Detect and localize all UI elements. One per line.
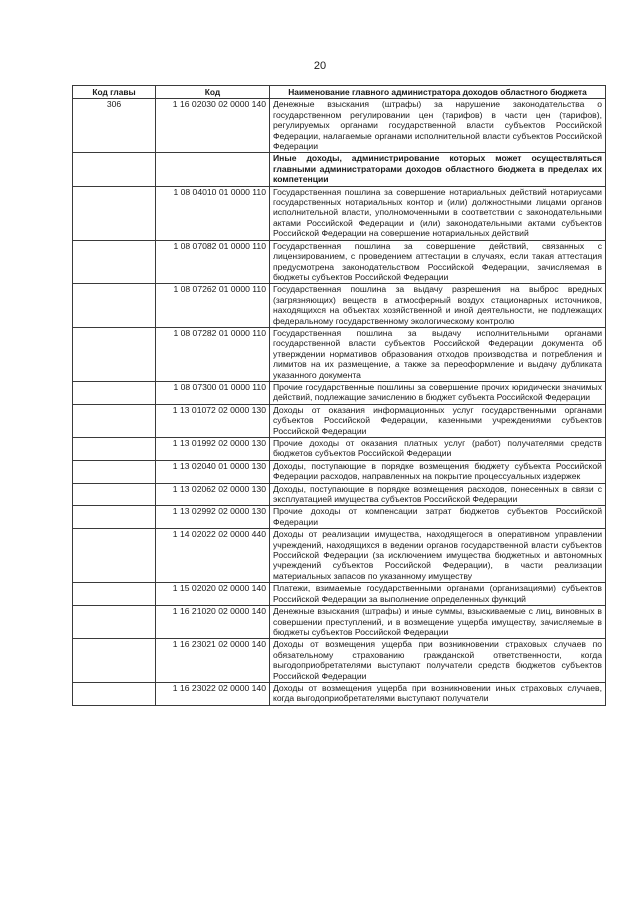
chapter-code-cell — [73, 404, 156, 437]
name-cell: Доходы от оказания информационных услуг государственными органами субъектов Российской Федерации, казенными учреждениями субъектов Российской Федерации — [270, 404, 606, 437]
chapter-code-cell — [73, 186, 156, 240]
revenue-table — [72, 85, 606, 706]
chapter-code-cell — [73, 606, 156, 639]
code-cell: 1 08 07300 01 0000 110 — [156, 381, 270, 404]
chapter-code-cell — [73, 583, 156, 606]
name-cell: Денежные взыскания (штрафы) и иные суммы, взыскиваемые с лиц, виновных в совершении преступлений, и в возмещение ущерба имуществу, зачисляемые в бюджеты субъектов Российской Федерации — [270, 606, 606, 639]
table-row — [73, 186, 606, 240]
code-cell: 1 13 02992 02 0000 130 — [156, 506, 270, 529]
table-row — [73, 153, 606, 186]
chapter-code-cell — [73, 483, 156, 506]
name-cell: Государственная пошлина за выдачу разрешения на выброс вредных (загрязняющих) веществ в атмосферный воздух стационарных источников, находящихся на объектах хозяйственной и иной деятельности, не подлежащих федеральному государственному экологическому контролю — [270, 284, 606, 328]
code-cell: 1 13 02062 02 0000 130 — [156, 483, 270, 506]
chapter-code-cell — [73, 506, 156, 529]
code-cell: 1 16 23022 02 0000 140 — [156, 682, 270, 705]
table-row — [73, 483, 606, 506]
table-row — [73, 240, 606, 284]
name-cell: Иные доходы, администрирование которых может осуществляться главными администраторами доходов областного бюджета в пределах их компетенции — [270, 153, 606, 186]
table-row — [73, 438, 606, 461]
name-cell: Прочие доходы от компенсации затрат бюджетов субъектов Российской Федерации — [270, 506, 606, 529]
name-cell: Государственная пошлина за выдачу исполнительными органами государственной власти субъектов Российской Федерации документа об утверждении нормативов образования отходов производства и потребления и лимитов на их размещение, а также за переоформление и выдачу дубликата указанного документа — [270, 327, 606, 381]
name-cell: Доходы от возмещения ущерба при возникновении страховых случаев по обязательному страхованию гражданской ответственности, когда выгодоприобретателями выступают получатели средств бюджетов субъектов Российской Федерации — [270, 639, 606, 683]
name-cell: Прочие доходы от оказания платных услуг (работ) получателями средств бюджетов субъектов Российской Федерации — [270, 438, 606, 461]
code-cell — [156, 153, 270, 186]
header-administrator-name: Наименование главного администратора доходов областного бюджета — [270, 86, 606, 99]
chapter-code-cell — [73, 327, 156, 381]
chapter-code-cell — [73, 284, 156, 328]
chapter-code-cell — [73, 460, 156, 483]
table-row — [73, 327, 606, 381]
table-row — [73, 506, 606, 529]
chapter-code-cell — [73, 153, 156, 186]
code-cell: 1 13 01072 02 0000 130 — [156, 404, 270, 437]
table-row — [73, 460, 606, 483]
name-cell: Государственная пошлина за совершение действий, связанных с лицензированием, с проведением аттестации в случаях, если такая аттестация предусмотрена законодательством Российской Федерации, зачисляемая в бюджеты субъектов Российской Федерации — [270, 240, 606, 284]
chapter-code-cell — [73, 682, 156, 705]
name-cell: Государственная пошлина за совершение нотариальных действий нотариусами государственных нотариальных контор и (или) должностными лицами органов исполнительной власти, уполномоченными в соответствии с законодательными актами Российской Федерации и (или) законодательными актами субъектов Российской Федерации на совершение нотариальных действий — [270, 186, 606, 240]
code-cell: 1 16 21020 02 0000 140 — [156, 606, 270, 639]
chapter-code-cell — [73, 529, 156, 583]
name-cell: Доходы, поступающие в порядке возмещения бюджету субъекта Российской Федерации расходов, направленных на покрытие процессуальных издержек — [270, 460, 606, 483]
table-row — [73, 583, 606, 606]
table-row — [73, 381, 606, 404]
code-cell: 1 13 02040 01 0000 130 — [156, 460, 270, 483]
name-cell: Доходы от реализации имущества, находящегося в оперативном управлении учреждений, находящихся в ведении органов государственной власти субъектов Российской Федерации (за исключением имущества бюджетных и автономных учреждений субъектов Российской Федерации), в части реализации материальных запасов по указанному имуществу — [270, 529, 606, 583]
chapter-code-cell — [73, 639, 156, 683]
code-cell: 1 08 07282 01 0000 110 — [156, 327, 270, 381]
header-code: Код — [156, 86, 270, 99]
code-cell: 1 08 07082 01 0000 110 — [156, 240, 270, 284]
table-row — [73, 284, 606, 328]
name-cell: Доходы, поступающие в порядке возмещения расходов, понесенных в связи с эксплуатацией имущества субъектов Российской Федерации — [270, 483, 606, 506]
name-cell: Денежные взыскания (штрафы) за нарушение законодательства о государственном регулировании цен (тарифов) в части цен (тарифов), регулируемых органами государственной власти субъектов Российской Федерации, налагаемые органами исполнительной власти субъектов Российской Федерации — [270, 99, 606, 153]
name-cell: Доходы от возмещения ущерба при возникновении иных страховых случаев, когда выгодоприобретателями выступают получатели — [270, 682, 606, 705]
code-cell: 1 08 04010 01 0000 110 — [156, 186, 270, 240]
name-cell: Платежи, взимаемые государственными органами (организациями) субъектов Российской Федерации за выполнение определенных функций — [270, 583, 606, 606]
chapter-code-cell — [73, 381, 156, 404]
table-row — [73, 639, 606, 683]
code-cell: 1 16 23021 02 0000 140 — [156, 639, 270, 683]
table-body — [73, 99, 606, 705]
page-number: 20 — [313, 60, 327, 72]
code-cell: 1 14 02022 02 0000 440 — [156, 529, 270, 583]
chapter-code-cell — [73, 438, 156, 461]
code-cell: 1 13 01992 02 0000 130 — [156, 438, 270, 461]
chapter-code-cell — [73, 240, 156, 284]
chapter-code-cell: 306 — [73, 99, 156, 153]
table-row — [73, 529, 606, 583]
header-chapter-code: Код главы — [73, 86, 156, 99]
table-row — [73, 606, 606, 639]
table-row — [73, 682, 606, 705]
table-header-row — [73, 86, 606, 99]
table-row — [73, 99, 606, 153]
code-cell: 1 16 02030 02 0000 140 — [156, 99, 270, 153]
code-cell: 1 08 07262 01 0000 110 — [156, 284, 270, 328]
code-cell: 1 15 02020 02 0000 140 — [156, 583, 270, 606]
table-row — [73, 404, 606, 437]
name-cell: Прочие государственные пошлины за совершение прочих юридически значимых действий, подлежащие зачислению в бюджет субъекта Российской Федерации — [270, 381, 606, 404]
